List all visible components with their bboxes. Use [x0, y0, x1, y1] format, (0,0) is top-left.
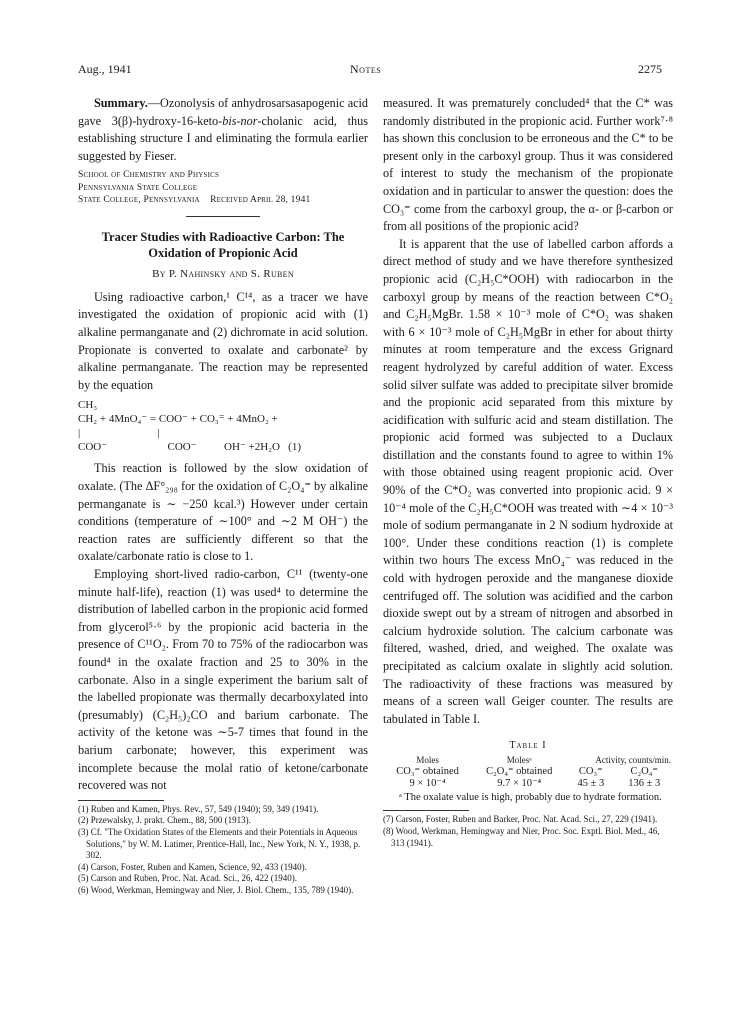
table-row — [383, 777, 673, 789]
table-header: Moles — [416, 755, 439, 766]
article-title: Tracer Studies with Radioactive Carbon: The Oxidation of Propionic Acid — [101, 229, 345, 260]
continued-paragraph: measured. It was prematurely concluded⁴ that the C* was randomly distributed in the propionic acid. Further work⁷·⁸ has shown this conclusion to be erroneous and the C* to be present only in the carboxyl group. Thus it was considered of interest to study the mechanism of the propionate oxidation and in particular to answer the question: does the CO₃⁼ come from the carboxyl group, the α- or β-carbon or from all positions of the propionic acid? — [383, 96, 673, 234]
table-caption: Table I — [509, 740, 547, 752]
page-number: 2275 — [638, 62, 662, 76]
table-header: Molesᵃ — [506, 755, 532, 766]
table-footnote: ᵃ The oxalate value is high, probably due to hydrate formation. — [399, 792, 662, 804]
byline: By P. Nahinsky and S. Ruben — [152, 267, 294, 280]
footnote: (2) Przewalsky, J. prakt. Chem., 88, 500 (1913). — [78, 815, 251, 826]
footnote: (1) Ruben and Kamen, Phys. Rev., 57, 549 (1940); 59, 349 (1941). — [78, 803, 319, 814]
table-header: Activity, counts/min. — [595, 755, 671, 766]
summary-heading: Summary. — [94, 96, 148, 110]
footnote: (7) Carson, Foster, Ruben and Barker, Proc. Nat. Acad. Sci., 27, 229 (1941). — [383, 814, 658, 825]
footnote-rule — [78, 800, 164, 801]
running-header — [0, 62, 749, 82]
reaction-paragraph: This reaction is followed by the slow oxidation of oxalate. (The ΔF°₂₉₈ for the oxidation of C₂O₄⁼ by alkaline permanganate is ∼ −250 kcal.³) However under certain conditions (temperature of ∼100° and ∼2 M OH⁻) the reaction rates are sufficiently different so that the oxalate/carbonate ratio is close to 1. — [78, 461, 368, 564]
footnote: (6) Wood, Werkman, Hemingway and Nier, J. Biol. Chem., 135, 789 (1940). — [78, 884, 354, 895]
table-cell: 45 ± 3 — [577, 778, 605, 790]
summary-paragraph: Summary.—Ozonolysis of anhydrosarsasapogenic acid gave 3(β)-hydroxy-16-keto-bis-nor-cholanic acid, thus establishing structure I and eliminating the formula earlier suggested by Fieser. — [78, 96, 368, 163]
footnote: (8) Wood, Werkman, Hemingway and Nier, Proc. Soc. Exptl. Biol. Med., 46, 313 (1941). — [383, 825, 660, 848]
table-row — [383, 765, 673, 777]
table-cell: C₂O₄⁼ obtained — [486, 766, 553, 778]
footnotes-right — [383, 814, 673, 849]
table-header-row — [383, 755, 673, 765]
header-date: Aug., 1941 — [78, 62, 132, 76]
table-cell: C₂O₄⁼ — [630, 766, 658, 778]
intro-paragraph: Using radioactive carbon,¹ C¹⁴, as a tracer we have investigated the oxidation of propionic acid with (1) alkaline permanganate and (2) dichromate in acid solution. Propionate is converted to oxalate and carbonate² by alkaline permanganate. The reaction may be represented by the equation — [78, 289, 368, 392]
left-column — [78, 95, 368, 896]
equation-1: CH₃ CH₂ + 4MnO₄⁻ = COO⁻ + CO₃⁼ + 4MnO₂ + | | COO⁻ COO⁻ OH⁻ +2H₂O (1) — [78, 399, 302, 454]
footnotes-left — [78, 804, 368, 897]
footnote: (5) Carson and Ruben, Proc. Nat. Acad. Sci., 26, 422 (1940). — [78, 873, 297, 884]
author-address: School of Chemistry and Physics Pennsylvania State College State College, Pennsylvania Received April 28, 1941 — [78, 170, 311, 206]
table-cell: CO₃⁼ obtained — [396, 766, 459, 778]
radiocarbon-paragraph: Employing short-lived radio-carbon, C¹¹ (twenty-one minute half-life), reaction (1) was used⁴ to determine the distribution of labelled carbon in the propionic acid formed from glycerol⁵·⁶ by the propionic acid bacteria in the presence of C¹¹O₂. From 70 to 75% of the radiocarbon was found⁴ in the oxalate fraction and 25 to 30% in the carbonate. Also in a single experiment the barium salt of the labelled propionate was thermally decarboxylated into (presumably) (C₂H₅)₂CO and barium carbonate. The activity of the ketone was ∼5-7 times that found in the barium carbonate; however, this experiment was incomplete because the molal ratio of ketone/carbonate recovered was not — [78, 567, 368, 793]
table-cell: 136 ± 3 — [628, 778, 661, 790]
synthesis-paragraph: It is apparent that the use of labelled carbon affords a direct method of study and we have therefore synthesized propionic acid (C₂H₅C*OOH) with radiocarbon in the carboxyl group by means of the reaction between C*O₂ and C₂H₅MgBr. 1.58 × 10⁻³ mole of C*O₂ was shaken with 6 × 10⁻³ mole of C₂H₅MgBr in ether for about thirty minutes at room temperature and the excess Grignard reagent hydrolyzed by careful addition of water. Excess solid silver sulfate was added to precipitate silver bromide and the propionic acid separated from this mixture by acidification with sulfuric acid and steam distillation. The propionic acid formed was subjected to a Duclaux distillation and the constants found to agree to within 1% with those obtained using reagent propionic acid. Over 90% of the C*O₂ was converted into propionic acid. 9 × 10⁻⁴ mole of the C₂H₅C*OOH was treated with ∼4 × 10⁻³ mole of sodium permanganate in 2 N sodium hydroxide at 100°. Under these conditions reaction (1) is complete within two hours The excess MnO₄⁻ was reduced in the cold with hydrogen peroxide and the manganese dioxide centrifuged off. The solution was acidified and the carbon dioxide swept out by a stream of nitrogen and absorbed in calcium hydroxide solution. The calcium carbonate was filtered, washed, dried, and weighed. The oxalate was precipitated as calcium oxalate in slightly acid solution. The radioactivity of these fractions was measured by means of a screen wall Geiger counter. The results are tabulated in Table I. — [383, 236, 673, 726]
footnote: (4) Carson, Foster, Ruben and Kamen, Science, 92, 433 (1940). — [78, 861, 307, 872]
footnote: (3) Cf. "The Oxidation States of the Elements and their Potentials in Aqueous Solutions," by W. M. Latimer, Prentice-Hall, Inc., New York, N. Y., 1938, p. 302. — [78, 826, 361, 861]
table-cell: 9 × 10⁻⁴ — [409, 778, 446, 790]
header-section: Notes — [350, 62, 382, 76]
table-cell: CO₃⁼ — [578, 766, 603, 778]
footnote-rule — [383, 810, 469, 811]
right-column — [383, 95, 673, 849]
section-divider — [186, 216, 260, 217]
results-table — [383, 755, 673, 789]
table-cell: 9.7 × 10⁻⁴ — [497, 778, 542, 790]
